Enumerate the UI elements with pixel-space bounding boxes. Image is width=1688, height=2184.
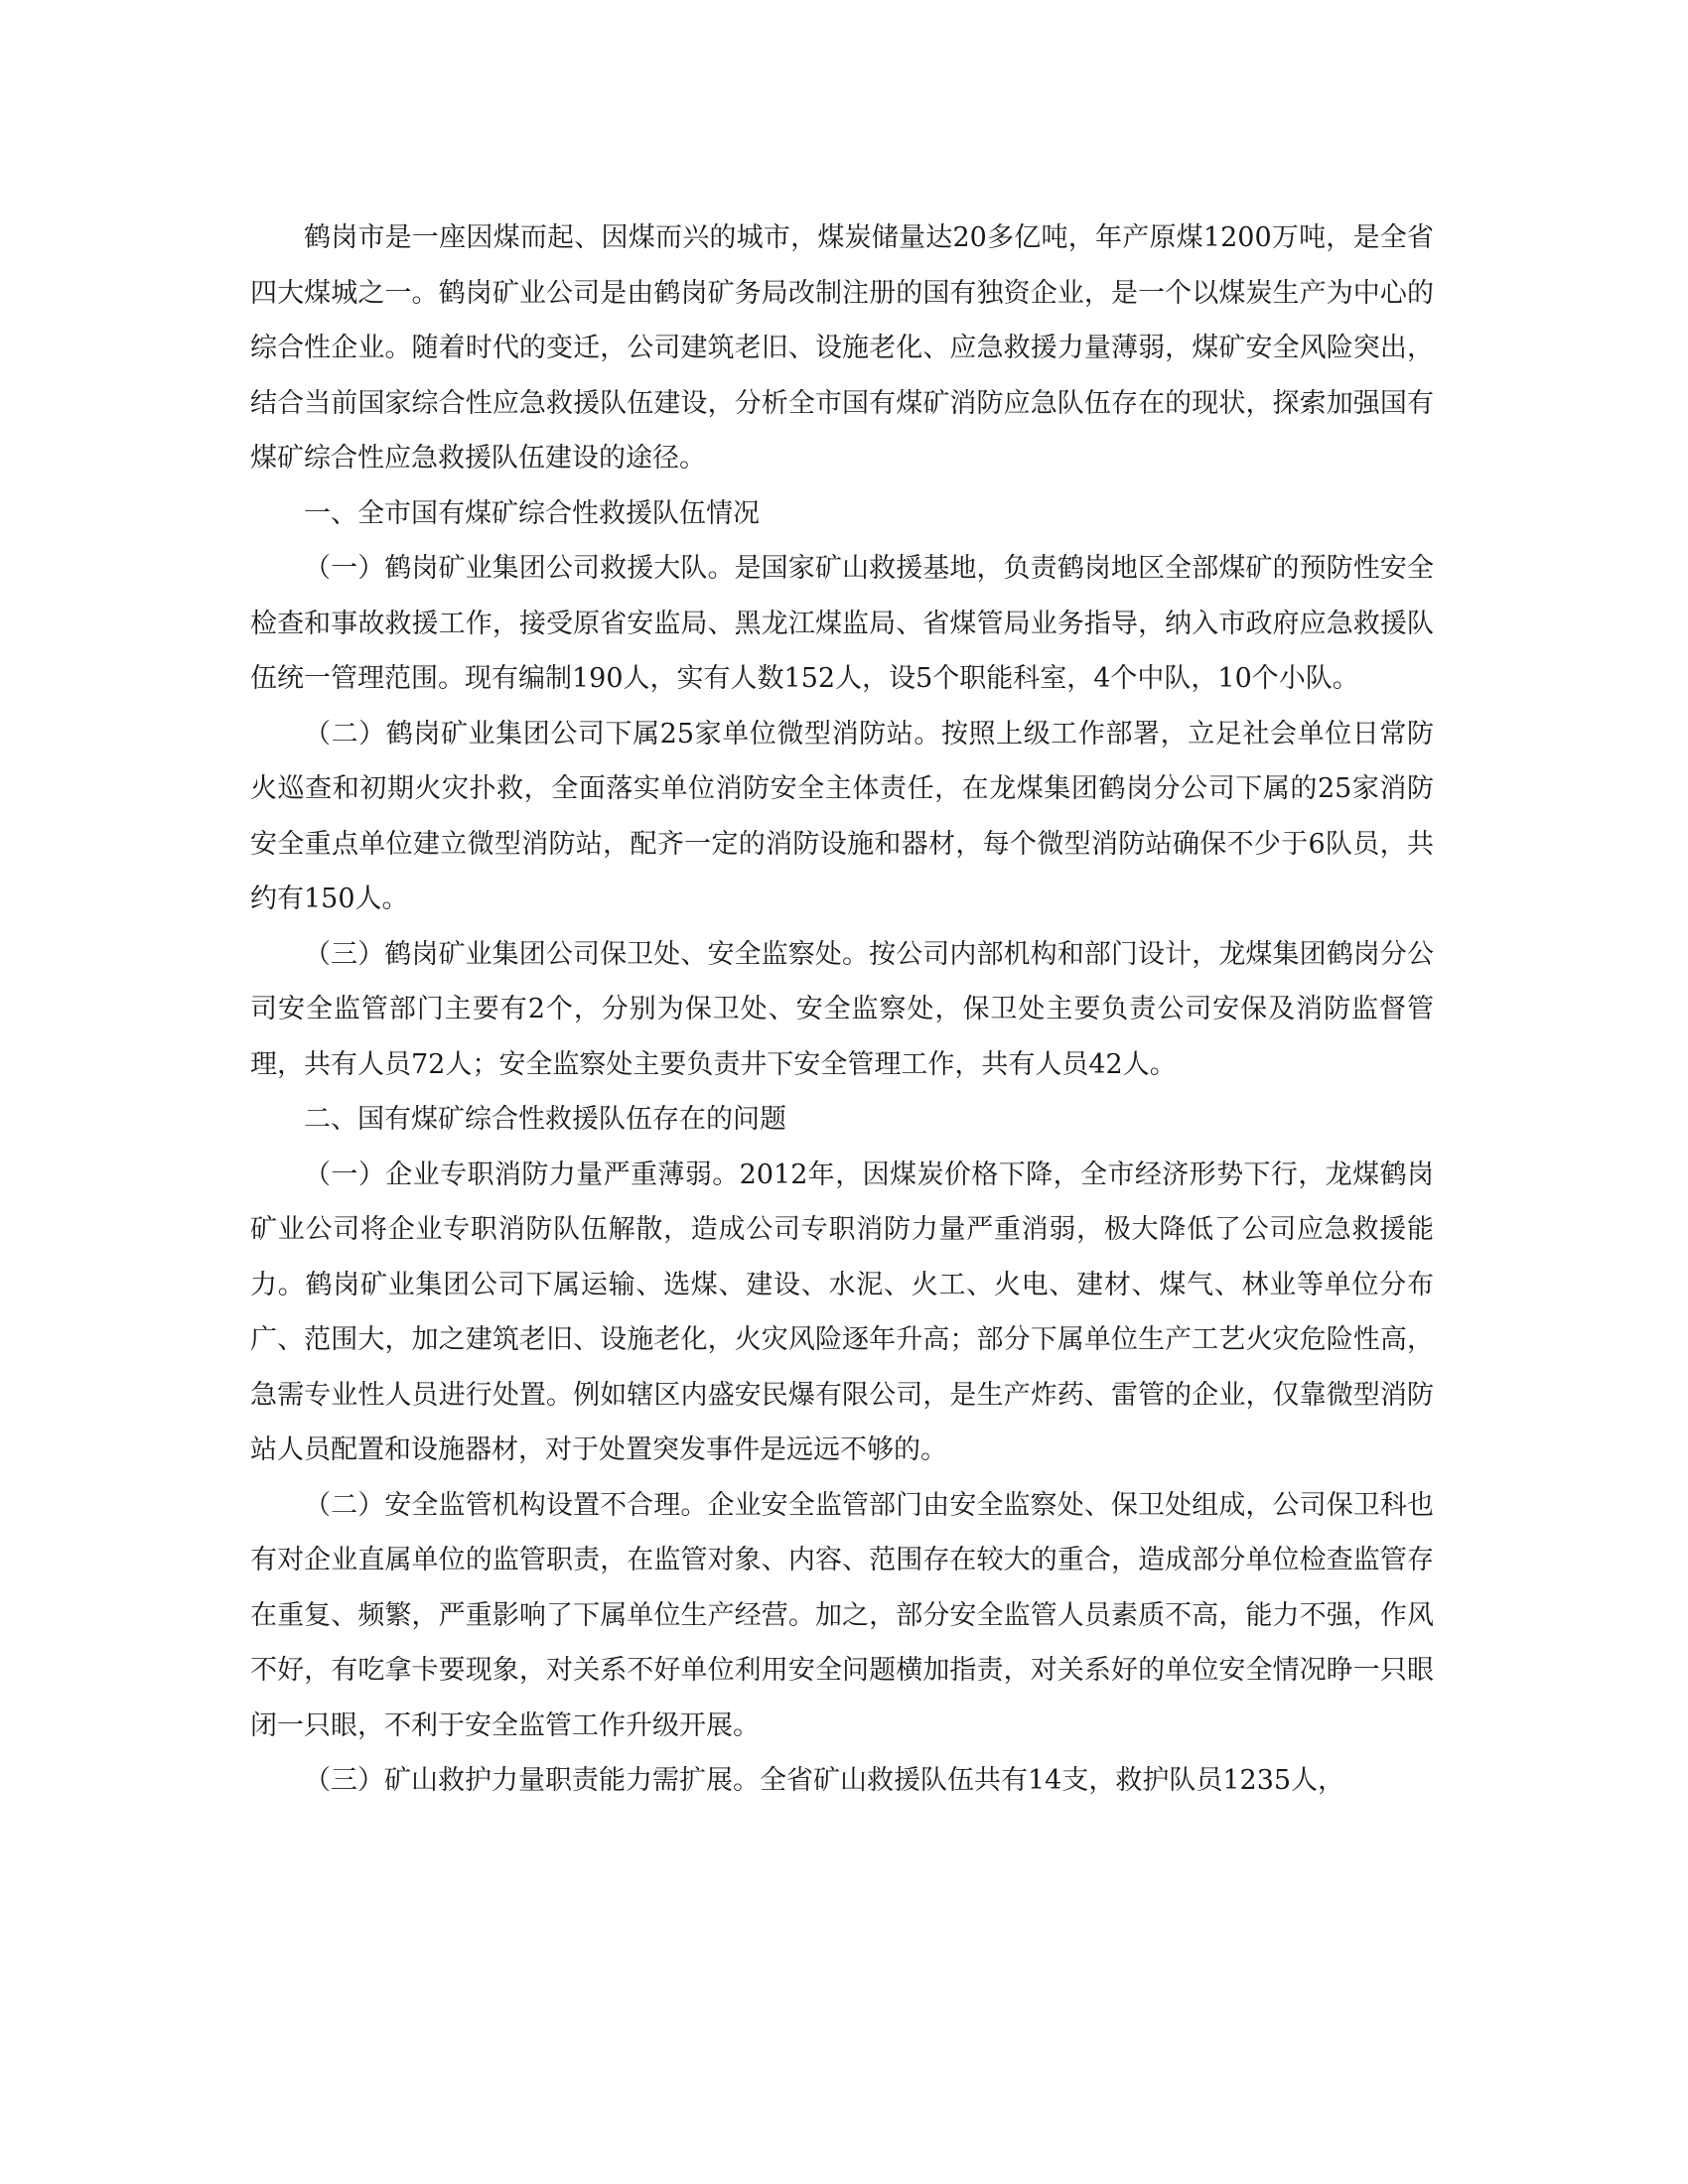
- section-heading-2: 二、国有煤矿综合性救援队伍存在的问题: [304, 1104, 786, 1135]
- section-heading-1: 一、全市国有煤矿综合性救援队伍情况: [304, 497, 760, 529]
- subsection-paragraph-2-1: （一）企业专职消防力量严重薄弱。2012年，因煤炭价格下降，全市经济形势下行，龙煤鹤岗矿业公司将企业专职消防队伍解散，造成公司专职消防力量严重消弱，极大降低了公司应急救援能力。鹤岗矿业集团公司下属运输、选煤、建设、水泥、火工、火电、建材、煤气、林业等单位分布广、范围大，加之建筑老旧、设施老化，火灾风险逐年升高；部分下属单位生产工艺火灾危险性高，急需专业性人员进行处置。例如辖区内盛安民爆有限公司，是生产炸药、雷管的企业，仅靠微型消防站人员配置和设施器材，对于处置突发事件是远远不够的。: [250, 1159, 1434, 1465]
- subsection-paragraph-2-3: （三）矿山救护力量职责能力需扩展。全省矿山救援队伍共有14支，救护队员1235人，: [304, 1765, 1345, 1796]
- subsection-paragraph-2-2: （二）安全监管机构设置不合理。企业安全监管部门由安全监察处、保卫处组成，公司保卫科也有对企业直属单位的监管职责，在监管对象、内容、范围存在较大的重合，造成部分单位检查监管存在重复、频繁，严重影响了下属单位生产经营。加之，部分安全监管人员素质不高，能力不强，作风不好，有吃拿卡要现象，对关系不好单位利用安全问题横加指责，对关系好的单位安全情况睁一只眼闭一只眼，不利于安全监管工作升级开展。: [250, 1489, 1434, 1741]
- subsection-paragraph-1-3: （三）鹤岗矿业集团公司保卫处、安全监察处。按公司内部机构和部门设计，龙煤集团鹤岗分公司安全监管部门主要有2个，分别为保卫处、安全监察处，保卫处主要负责公司安保及消防监督管理，共有人员72人；安全监察处主要负责井下安全管理工作，共有人员42人。: [250, 938, 1434, 1080]
- document-body: [250, 210, 1434, 1809]
- subsection-paragraph-1-1: （一）鹤岗矿业集团公司救援大队。是国家矿山救援基地，负责鹤岗地区全部煤矿的预防性安全检查和事故救援工作，接受原省安监局、黑龙江煤监局、省煤管局业务指导，纳入市政府应急救援队伍统一管理范围。现有编制190人，实有人数152人，设5个职能科室，4个中队，10个小队。: [250, 553, 1434, 694]
- intro-paragraph: 鹤岗市是一座因煤而起、因煤而兴的城市，煤炭储量达20多亿吨，年产原煤1200万吨，是全省四大煤城之一。鹤岗矿业公司是由鹤岗矿务局改制注册的国有独资企业，是一个以煤炭生产为中心的综合性企业。随着时代的变迁，公司建筑老旧、设施老化、应急救援力量薄弱，煤矿安全风险突出，结合当前国家综合性应急救援队伍建设，分析全市国有煤矿消防应急队伍存在的现状，探索加强国有煤矿综合性应急救援队伍建设的途径。: [250, 222, 1434, 474]
- subsection-paragraph-1-2: （二）鹤岗矿业集团公司下属25家单位微型消防站。按照上级工作部署，立足社会单位日常防火巡查和初期火灾扑救，全面落实单位消防安全主体责任，在龙煤集团鹤岗分公司下属的25家消防安全重点单位建立微型消防站，配齐一定的消防设施和器材，每个微型消防站确保不少于6队员，共约有150人。: [250, 718, 1434, 914]
